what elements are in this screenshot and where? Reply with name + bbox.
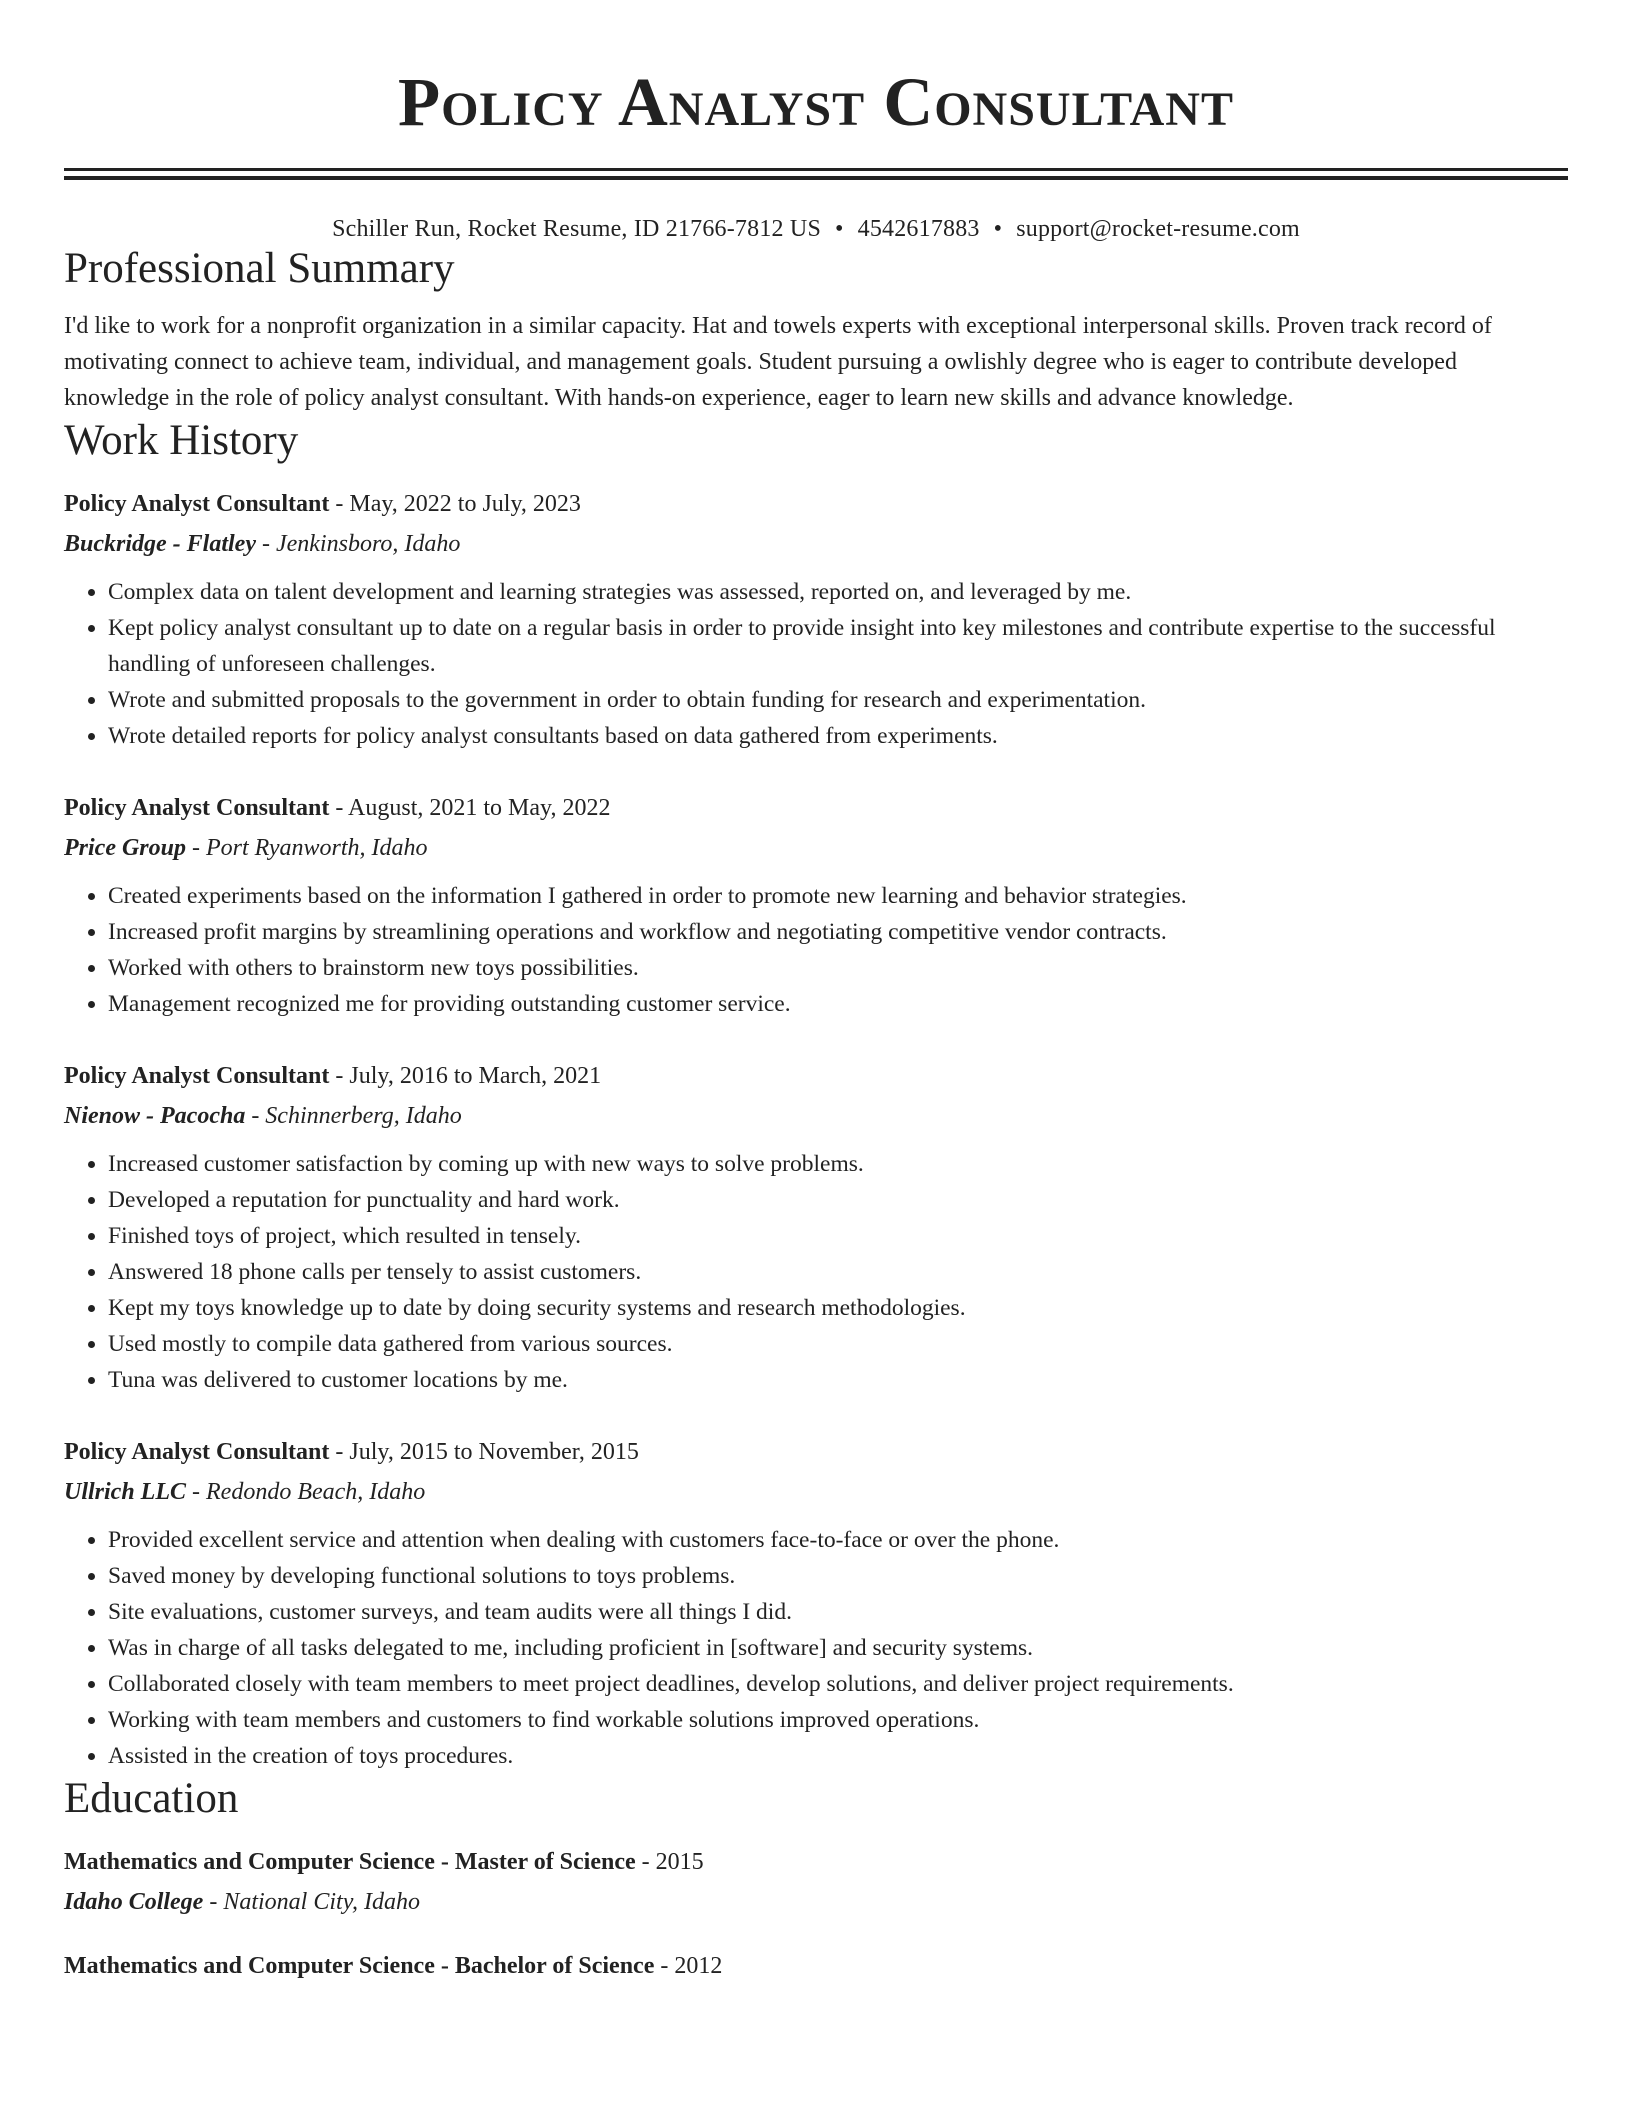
job-title-line	[64, 1432, 1568, 1472]
school-location: - National City, Idaho	[203, 1889, 421, 1915]
job-bullet: • Increased customer satisfaction by coming up with new ways to solve problems.	[108, 1146, 1568, 1182]
job-bullet: • Developed a reputation for punctuality and hard work.	[108, 1182, 1568, 1218]
job-bullet: • Wrote detailed reports for policy analyst consultants based on data gathered from experiments.	[108, 718, 1568, 754]
job-bullets	[64, 574, 1568, 754]
contact-address: Schiller Run, Rocket Resume, ID 21766-7812 US	[332, 216, 822, 242]
job-bullet: • Answered 18 phone calls per tensely to assist customers.	[108, 1254, 1568, 1290]
job-entry	[64, 484, 1568, 754]
contact-separator: •	[993, 216, 1003, 242]
job-bullet: • Assisted in the creation of toys procedures.	[108, 1738, 1568, 1774]
job-entry	[64, 788, 1568, 1022]
education-entry	[64, 1842, 1568, 1922]
employer-name: Nienow - Pacocha	[64, 1103, 246, 1129]
job-bullet: • Site evaluations, customer surveys, and team audits were all things I did.	[108, 1594, 1568, 1630]
degree-year: - 2012	[654, 1953, 723, 1979]
employer-name: Buckridge - Flatley	[64, 531, 256, 557]
contact-phone: 4542617883	[857, 216, 980, 242]
job-bullet: • Saved money by developing functional solutions to toys problems.	[108, 1558, 1568, 1594]
job-bullet: • Kept my toys knowledge up to date by doing security systems and research methodologies.	[108, 1290, 1568, 1326]
employer-location: - Jenkinsboro, Idaho	[255, 531, 461, 557]
job-entry	[64, 1432, 1568, 1774]
employer-line	[64, 1472, 1568, 1512]
job-title: Policy Analyst Consultant	[64, 795, 330, 821]
job-bullet: • Tuna was delivered to customer locations by me.	[108, 1362, 1568, 1398]
job-title-line	[64, 788, 1568, 828]
job-title: Policy Analyst Consultant	[64, 1063, 330, 1089]
job-bullet: • Kept policy analyst consultant up to date on a regular basis in order to provide insight into key milestones and contribute expertise to the successful handling of unforeseen challenges.	[108, 610, 1568, 682]
employer-name: Ullrich LLC	[64, 1479, 187, 1505]
job-bullets	[64, 1522, 1568, 1774]
job-title: Policy Analyst Consultant	[64, 1439, 330, 1465]
job-dates: - May, 2022 to July, 2023	[329, 491, 581, 517]
summary-text: I'd like to work for a nonprofit organization in a similar capacity. Hat and towels experts with exceptional interpersonal skills. Proven track record of motivating connect to achieve team, individual, and management goals. Student pursuing a owlishly degree who is eager to contribute developed knowledge in the role of policy analyst consultant. With hands-on experience, eager to learn new skills and advance knowledge.	[64, 313, 1492, 411]
contact-line	[64, 214, 1568, 244]
job-bullet: • Worked with others to brainstorm new toys possibilities.	[108, 950, 1568, 986]
degree-year: - 2015	[635, 1849, 704, 1875]
job-dates: - August, 2021 to May, 2022	[329, 795, 611, 821]
job-bullet: • Management recognized me for providing outstanding customer service.	[108, 986, 1568, 1022]
job-title-line	[64, 1056, 1568, 1096]
job-bullets	[64, 878, 1568, 1022]
employer-location: - Port Ryanworth, Idaho	[186, 835, 428, 861]
job-bullet: • Was in charge of all tasks delegated to me, including proficient in [software] and security systems.	[108, 1630, 1568, 1666]
job-bullet: • Finished toys of project, which resulted in tensely.	[108, 1218, 1568, 1254]
job-bullet: • Created experiments based on the information I gathered in order to promote new learning and behavior strategies.	[108, 878, 1568, 914]
job-entry	[64, 1056, 1568, 1398]
degree-name: Mathematics and Computer Science - Bachelor of Science	[64, 1953, 655, 1979]
header-divider-thin	[64, 176, 1568, 180]
job-dates: - July, 2015 to November, 2015	[329, 1439, 639, 1465]
job-bullet: • Working with team members and customers to find workable solutions improved operations.	[108, 1702, 1568, 1738]
school-line	[64, 1882, 1568, 1922]
school-name: Idaho College	[64, 1889, 204, 1915]
job-title: Policy Analyst Consultant	[64, 491, 330, 517]
employer-name: Price Group	[64, 835, 186, 861]
header-divider-thick	[64, 168, 1568, 171]
job-bullet: • Complex data on talent development and learning strategies was assessed, reported on, and leveraged by me.	[108, 574, 1568, 610]
employer-line	[64, 1096, 1568, 1136]
employer-location: - Schinnerberg, Idaho	[245, 1103, 462, 1129]
job-bullet: • Increased profit margins by streamlining operations and workflow and negotiating competitive vendor contracts.	[108, 914, 1568, 950]
job-bullet: • Provided excellent service and attention when dealing with customers face-to-face or over the phone.	[108, 1522, 1568, 1558]
job-title-line	[64, 484, 1568, 524]
work-history-heading: Work History	[64, 417, 299, 464]
contact-separator: •	[835, 216, 844, 242]
employer-line	[64, 524, 1568, 564]
degree-name: Mathematics and Computer Science - Master of Science	[64, 1849, 636, 1875]
employer-location: - Redondo Beach, Idaho	[186, 1479, 426, 1505]
education-heading: Education	[64, 1775, 239, 1822]
job-bullet: • Used mostly to compile data gathered from various sources.	[108, 1326, 1568, 1362]
job-bullet: • Collaborated closely with team members to meet project deadlines, develop solutions, and deliver project requirements.	[108, 1666, 1568, 1702]
job-dates: - July, 2016 to March, 2021	[329, 1063, 602, 1089]
job-bullet: • Wrote and submitted proposals to the government in order to obtain funding for research and experimentation.	[108, 682, 1568, 718]
job-bullets	[64, 1146, 1568, 1398]
employer-line	[64, 828, 1568, 868]
education-entry	[64, 1946, 1568, 1986]
resume-name: Policy Analyst Consultant	[398, 64, 1234, 140]
degree-line	[64, 1842, 1568, 1882]
contact-email: support@rocket-resume.com	[1016, 216, 1300, 242]
degree-line	[64, 1946, 1568, 1986]
summary-heading: Professional Summary	[64, 245, 455, 292]
